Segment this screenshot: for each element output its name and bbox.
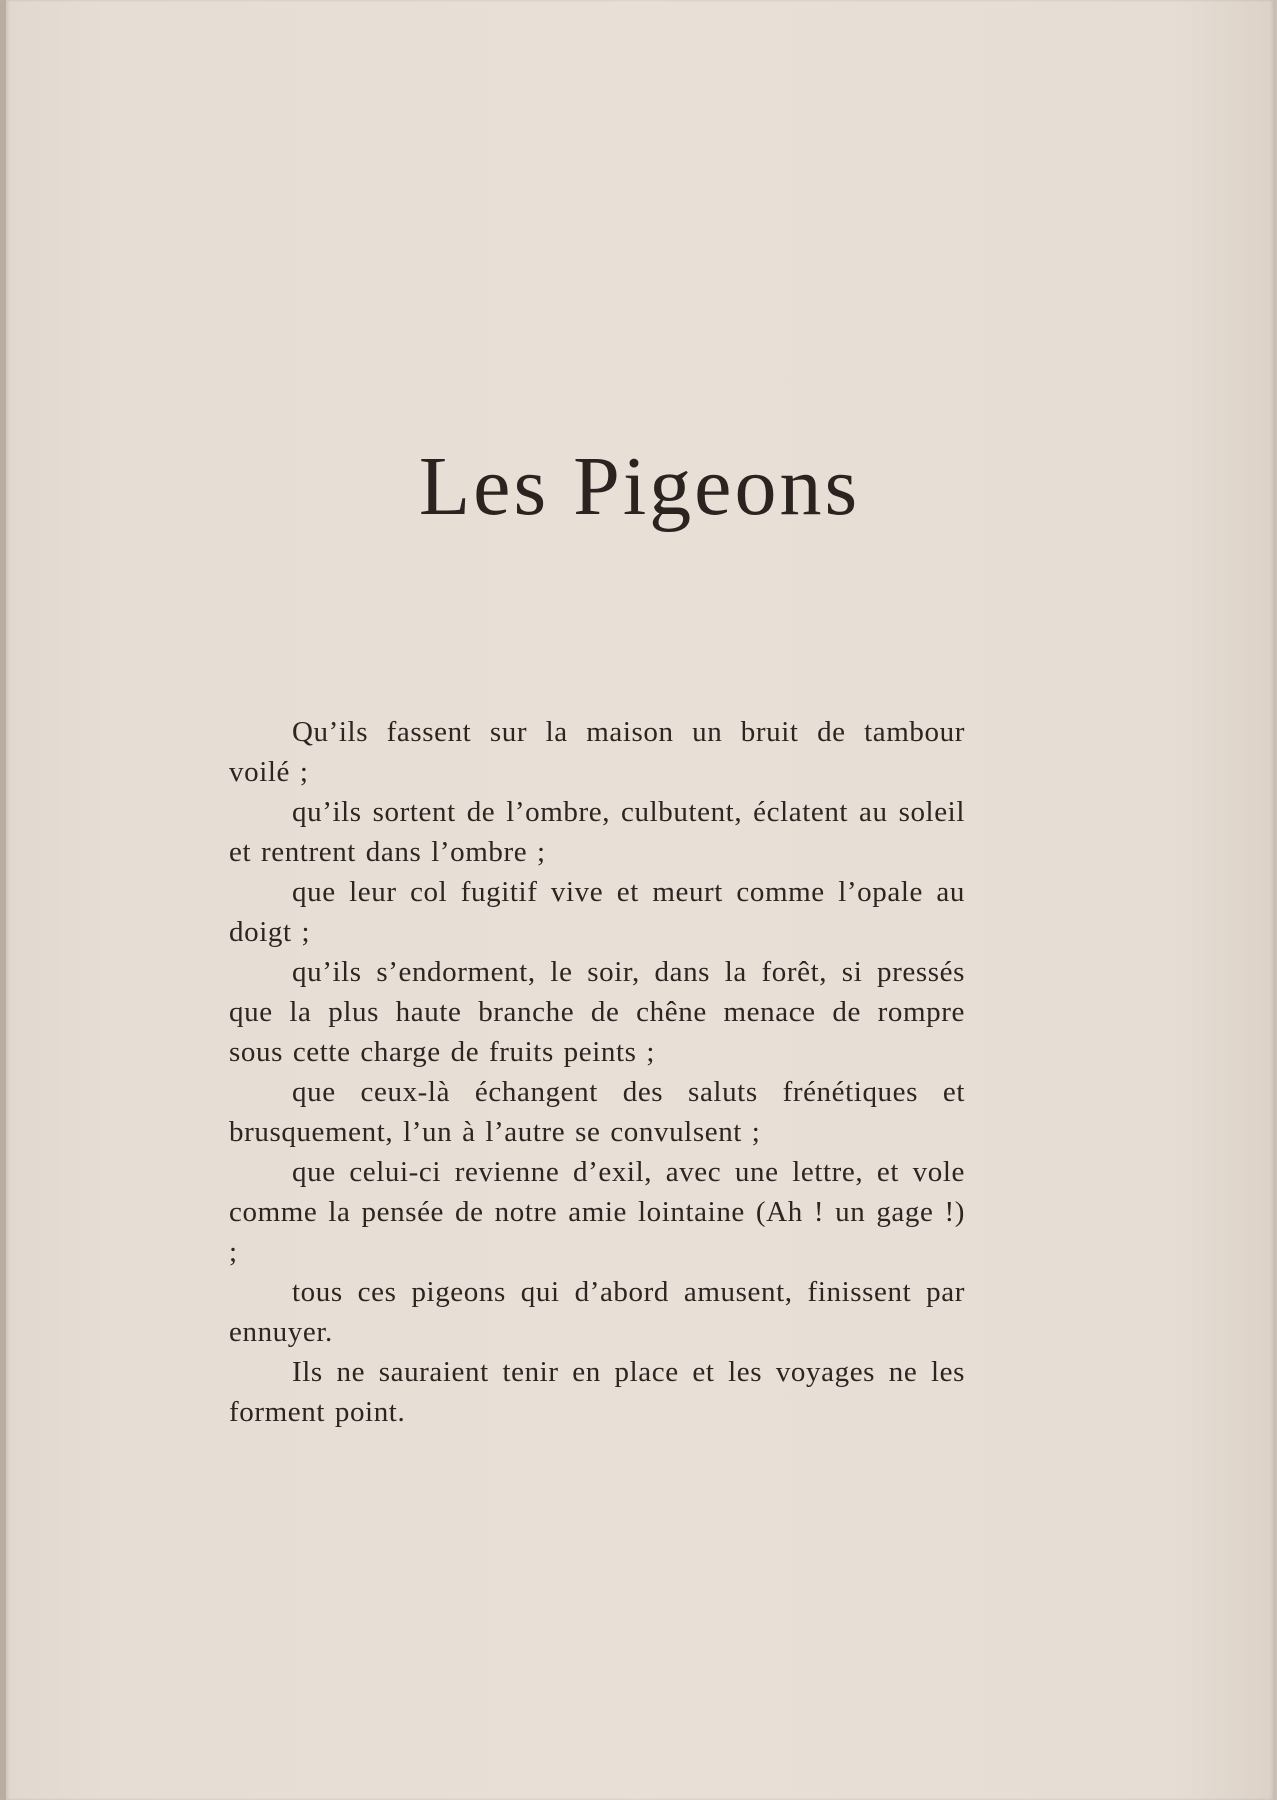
paragraph: Qu’ils fassent sur la maison un bruit de tambour voilé ;: [229, 716, 965, 788]
paragraph: que leur col fugitif vive et meurt comme l’opale au doigt ;: [229, 876, 965, 948]
paragraph: Ils ne sauraient tenir en place et les voyages ne les forment point.: [229, 1356, 965, 1428]
poem-body: [229, 712, 965, 1432]
book-page: [6, 0, 1273, 1800]
paragraph: que ceux-là échangent des saluts frénétiques et brusquement, l’un à l’autre se convulsent ;: [229, 1076, 965, 1148]
paragraph: qu’ils sortent de l’ombre, culbutent, éclatent au soleil et rentrent dans l’ombre ;: [229, 796, 965, 868]
paragraph: tous ces pigeons qui d’abord amusent, finissent par ennuyer.: [229, 1276, 965, 1348]
paragraph: que celui-ci revienne d’exil, avec une lettre, et vole comme la pensée de notre amie lointaine (Ah ! un gage !) ;: [229, 1156, 965, 1268]
paragraph: qu’ils s’endorment, le soir, dans la forêt, si pressés que la plus haute branche de chêne menace de rompre sous cette charge de fruits peints ;: [229, 956, 965, 1068]
page-title: Les Pigeons: [418, 440, 861, 533]
